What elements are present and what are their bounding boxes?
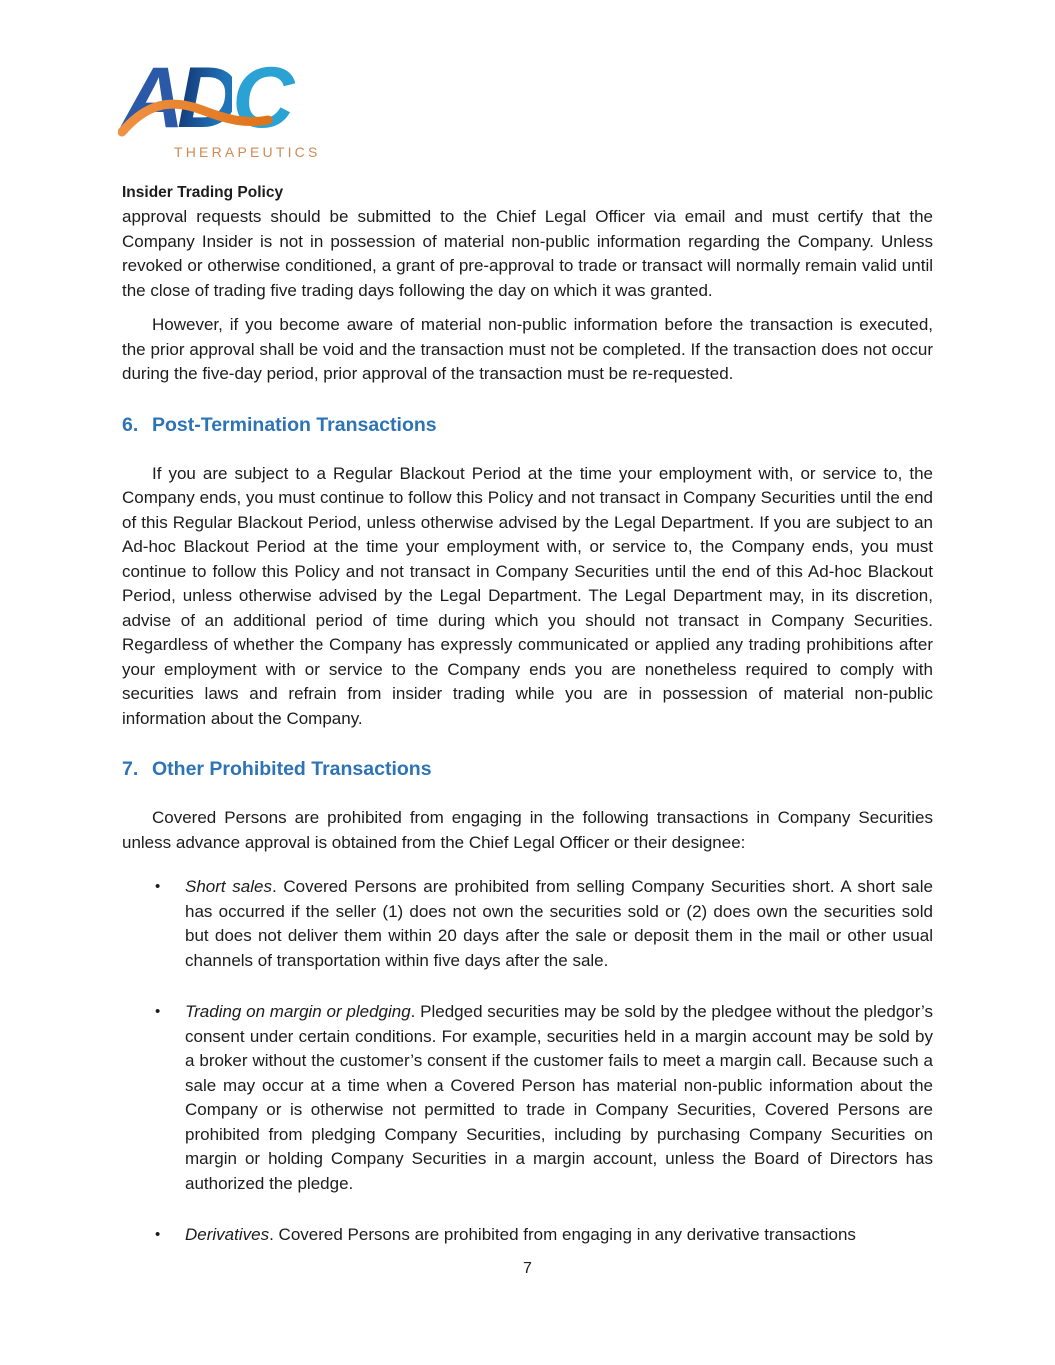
section-6-title: Post-Termination Transactions [152, 413, 437, 436]
logo-subtitle: THERAPEUTICS [174, 144, 321, 160]
section-7-number: 7. [122, 758, 139, 780]
section-7-heading [122, 758, 933, 781]
prohibited-transactions-list [122, 875, 933, 1248]
logo-letter-c: C [232, 50, 288, 146]
section-6-body: If you are subject to a Regular Blackout Period at the time your employment with, or service to, the Company ends, you must continue to follow this Policy and not transact in Company Securities until the end of this Regular Blackout Period, unless otherwise advised by the Legal Department. If you are subject to an Ad-hoc Blackout Period at the time your employment with, or service to, the Company ends, you must continue to follow this Policy and not transact in Company Securities until the end of this Ad-hoc Blackout Period, unless otherwise advised by the Legal Department. The Legal Department may, in its discretion, advise of an additional period of time during which you should not transact in Company Securities. Regardless of whether the Company has expressly communicated or applied any trading prohibitions after your employment with or service to the Company ends you are nonetheless required to comply with securities laws and refrain from insider trading while you are in possession of material non-public information about the Company. [122, 463, 933, 728]
bullet-icon: • [155, 1226, 161, 1243]
bullet-lead: Trading on margin or pledging [185, 1002, 411, 1021]
bullet-lead: Derivatives [185, 1225, 270, 1244]
list-item-short-sales [122, 875, 933, 973]
page-number: 7 [523, 1259, 532, 1277]
logo-letter-a: A [122, 50, 178, 146]
logo-letter-d: D [177, 50, 233, 146]
list-item-derivatives [122, 1223, 933, 1248]
section-7-intro: Covered Persons are prohibited from engaging in the following transactions in Company Securities unless advance approval is obtained from the Chief Legal Officer or their designee: [122, 808, 933, 852]
bullet-lead: Short sales [185, 877, 272, 896]
paragraph-approval-requests: approval requests should be submitted to the Chief Legal Officer via email and must certify that the Company Insider is not in possession of material non-public information regarding the Company. Unless revoked or otherwise conditioned, a grant of pre-approval to trade or transact will normally remain valid until the close of trading five trading days following the day on which it was granted. [122, 207, 933, 300]
bullet-rest: . Covered Persons are prohibited from engaging in any derivative transactions [269, 1225, 856, 1244]
bullet-icon: • [155, 1003, 161, 1020]
bullet-text [185, 1223, 933, 1248]
section-6-heading [122, 414, 933, 437]
list-item-trading-on-margin [122, 1000, 933, 1196]
bullet-text [185, 875, 933, 973]
bullet-text [185, 1000, 933, 1196]
paragraph-however: However, if you become aware of material non-public information before the transaction is executed, the prior approval shall be void and the transaction must not be completed. If the transaction does not occur during the five-day period, prior approval of the transaction must be re-requested. [122, 315, 933, 383]
bullet-rest: . Covered Persons are prohibited from selling Company Securities short. A short sale has occurred if the seller (1) does not own the securities sold or (2) does own the securities sold but does not deliver them within 20 days after the sale or deposit them in the mail or other usual channels of transportation within five days after the sale. [185, 877, 933, 970]
section-6-number: 6. [122, 413, 139, 436]
adc-therapeutics-logo [122, 50, 322, 168]
logo-letters [122, 50, 322, 146]
section-7-title: Other Prohibited Transactions [152, 758, 432, 780]
bullet-rest: . Pledged securities may be sold by the pledgee without the pledgor’s consent under certain conditions. For example, securities held in a margin account may be sold by a broker without the customer’s consent if the customer fails to meet a margin call. Because such a sale may occur at a time when a Covered Person has material non-public information about the Company or is otherwise not permitted to trade in Company Securities, Covered Persons are prohibited from pledging Company Securities, including by purchasing Company Securities on margin or holding Company Securities in a margin account, unless the Board of Directors has authorized the pledge. [185, 1002, 933, 1193]
document-title: Insider Trading Policy [122, 184, 284, 201]
bullet-icon: • [155, 878, 161, 895]
